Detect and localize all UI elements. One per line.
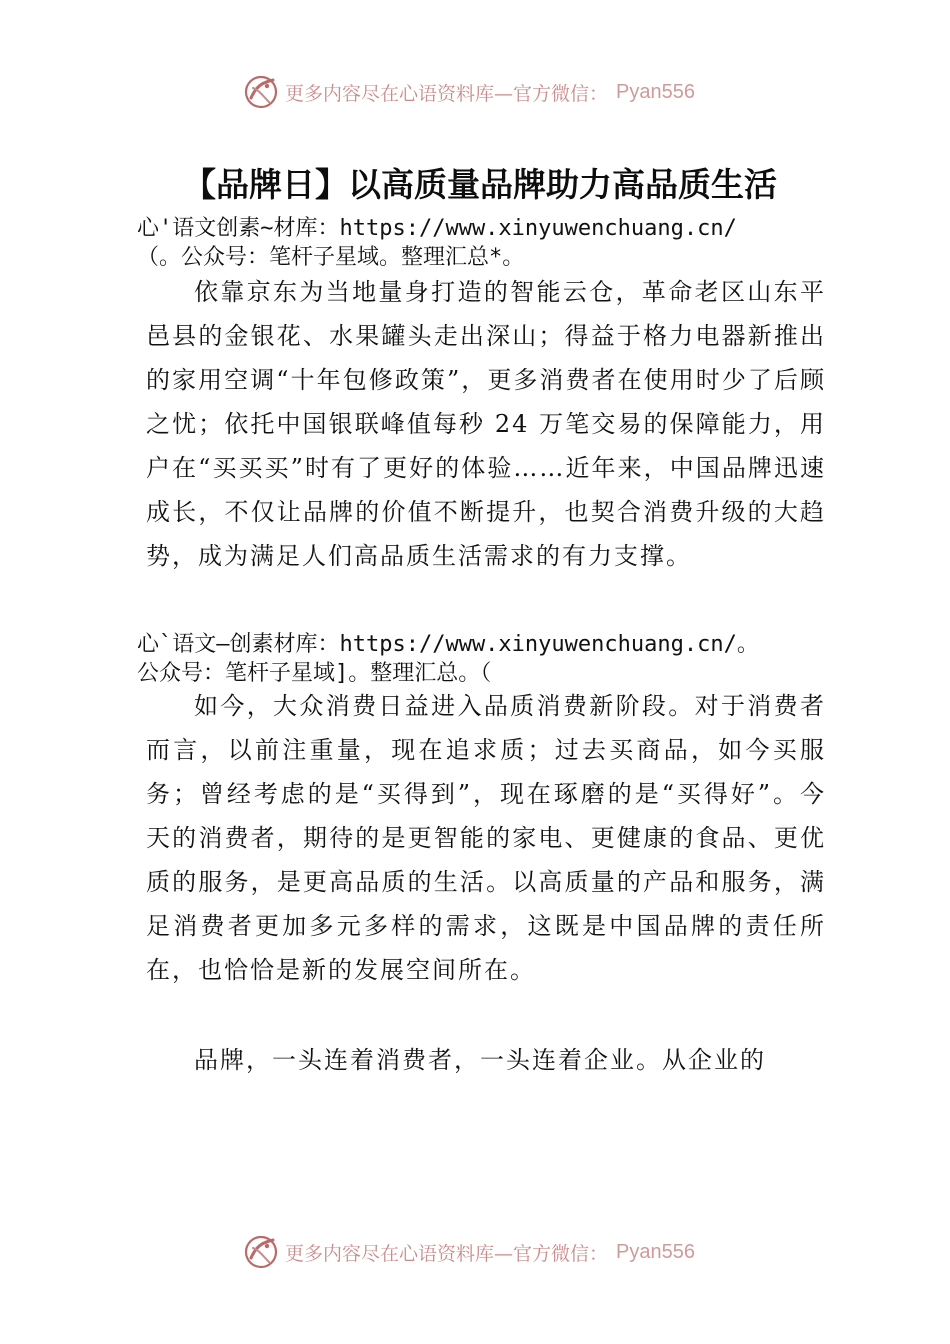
banner-wechat-id: Pyan556 xyxy=(616,1240,695,1263)
source-note-2-line-1: 心`语文—创素材库：https://www.xinyuwenchuang.cn/。 xyxy=(137,632,759,657)
source-note-1 xyxy=(137,214,827,272)
document-title: 【品牌日】以高质量品牌助力高品质生活 xyxy=(183,165,777,204)
footer-banner xyxy=(0,1230,950,1274)
seal-logo-icon xyxy=(243,74,279,110)
header-banner xyxy=(0,70,950,114)
source-note-1-line-2: （。公众号：笔杆子星域。整理汇总*。 xyxy=(137,245,525,270)
banner-wechat-id: Pyan556 xyxy=(616,80,695,103)
source-note-2-line-2: 公众号：笔杆子星域]。整理汇总。（ xyxy=(137,661,492,686)
source-note-2 xyxy=(137,630,827,688)
banner-text: 更多内容尽在心语资料库—官方微信： xyxy=(285,82,609,105)
footer-banner-content xyxy=(243,1234,695,1270)
source-note-1-line-1: 心'语文创素~材库：https://www.xinyuwenchuang.cn/ xyxy=(137,216,737,241)
paragraph-3: 品牌，一头连着消费者，一头连着企业。从企业的 xyxy=(194,1046,766,1074)
banner-text: 更多内容尽在心语资料库—官方微信： xyxy=(285,1242,609,1265)
header-banner-content xyxy=(243,74,695,110)
paragraph-1: 依靠京东为当地量身打造的智能云仓，革命老区山东平邑县的金银花、水果罐头走出深山；得益于格力电器新推出的家用空调“十年包修政策”，更多消费者在使用时少了后顾之忧；依托中国银联峰值每秒 24 万笔交易的保障能力，用户在“买买买”时有了更好的体验……近年来，中国品牌迅速成长，不仅让品牌的价值不断提升，也契合消费升级的大趋势，成为满足人们高品质生活需求的有力支撑。 xyxy=(146,278,826,570)
seal-logo-icon xyxy=(243,1234,279,1270)
paragraph-2: 如今，大众消费日益进入品质消费新阶段。对于消费者而言，以前注重量，现在追求质；过去买商品，如今买服务；曾经考虑的是“买得到”，现在琢磨的是“买得好”。今天的消费者，期待的是更智能的家电、更健康的食品、更优质的服务，是更高品质的生活。以高质量的产品和服务，满足消费者更加多元多样的需求，这既是中国品牌的责任所在，也恰恰是新的发展空间所在。 xyxy=(146,692,826,984)
